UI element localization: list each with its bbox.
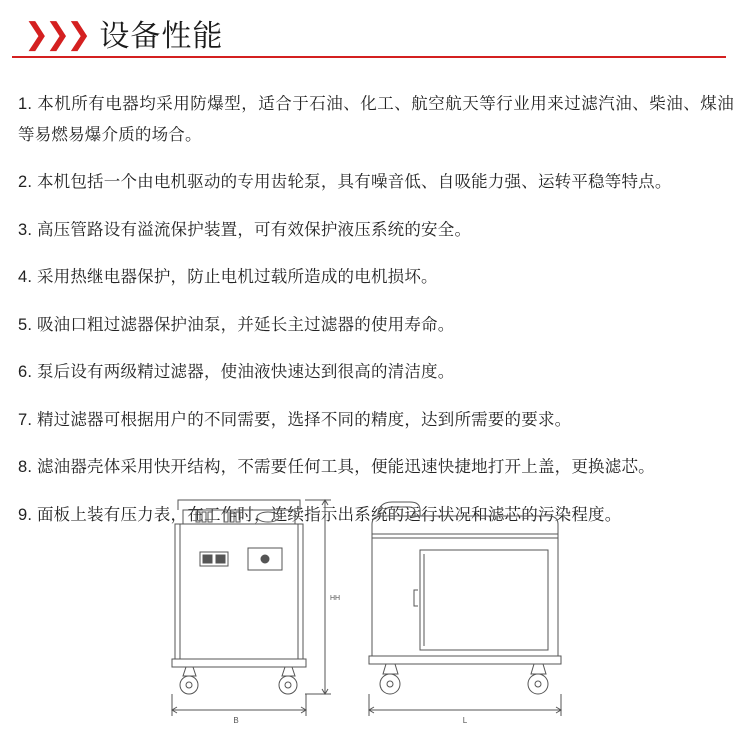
list-item: 3. 高压管路设有溢流保护装置，可有效保护液压系统的安全。 bbox=[18, 220, 472, 239]
list-item: 4. 采用热继电器保护，防止电机过载所造成的电机损坏。 bbox=[18, 268, 438, 286]
list-item: 1. 本机所有电器均采用防爆型，适合于石油、化工、航空航天等行业用来过滤汽油、柴油、煤油等易燃易爆介质的场合。 bbox=[18, 94, 734, 144]
technical-drawing bbox=[0, 478, 750, 755]
side-view-width-label: L bbox=[462, 716, 468, 725]
triple-chevron-right-icon: ❯❯❯ bbox=[24, 17, 88, 52]
front-view-height-label: HH bbox=[330, 595, 341, 602]
list-item: 2. 本机包括一个由电机驱动的专用齿轮泵，具有噪音低、自吸能力强、运转平稳等特点。 bbox=[18, 173, 672, 191]
list-item: 7. 精过滤器可根据用户的不同需要，选择不同的精度，达到所需要的要求。 bbox=[18, 410, 572, 429]
list-item: 6. 泵后设有两级精过滤器，使油液快速达到很高的清洁度。 bbox=[18, 363, 455, 381]
front-view-width-label: B bbox=[233, 716, 239, 725]
side-view-drawing bbox=[369, 502, 561, 725]
front-view-drawing bbox=[172, 500, 340, 725]
page-heading bbox=[12, 0, 726, 58]
page-title: 设备性能 bbox=[99, 20, 224, 53]
list-item: 5. 吸油口粗过滤器保护油泵，并延长主过滤器的使用寿命。 bbox=[18, 315, 455, 334]
list-item: 9. 面板上装有压力表，在工作时，连续指示出系统的运行状况和滤芯的污染程度。 bbox=[18, 505, 622, 524]
feature-list bbox=[0, 58, 750, 531]
list-item: 8. 滤油器壳体采用快开结构，不需要任何工具，便能迅速快捷地打开上盖，更换滤芯。 bbox=[18, 458, 655, 476]
